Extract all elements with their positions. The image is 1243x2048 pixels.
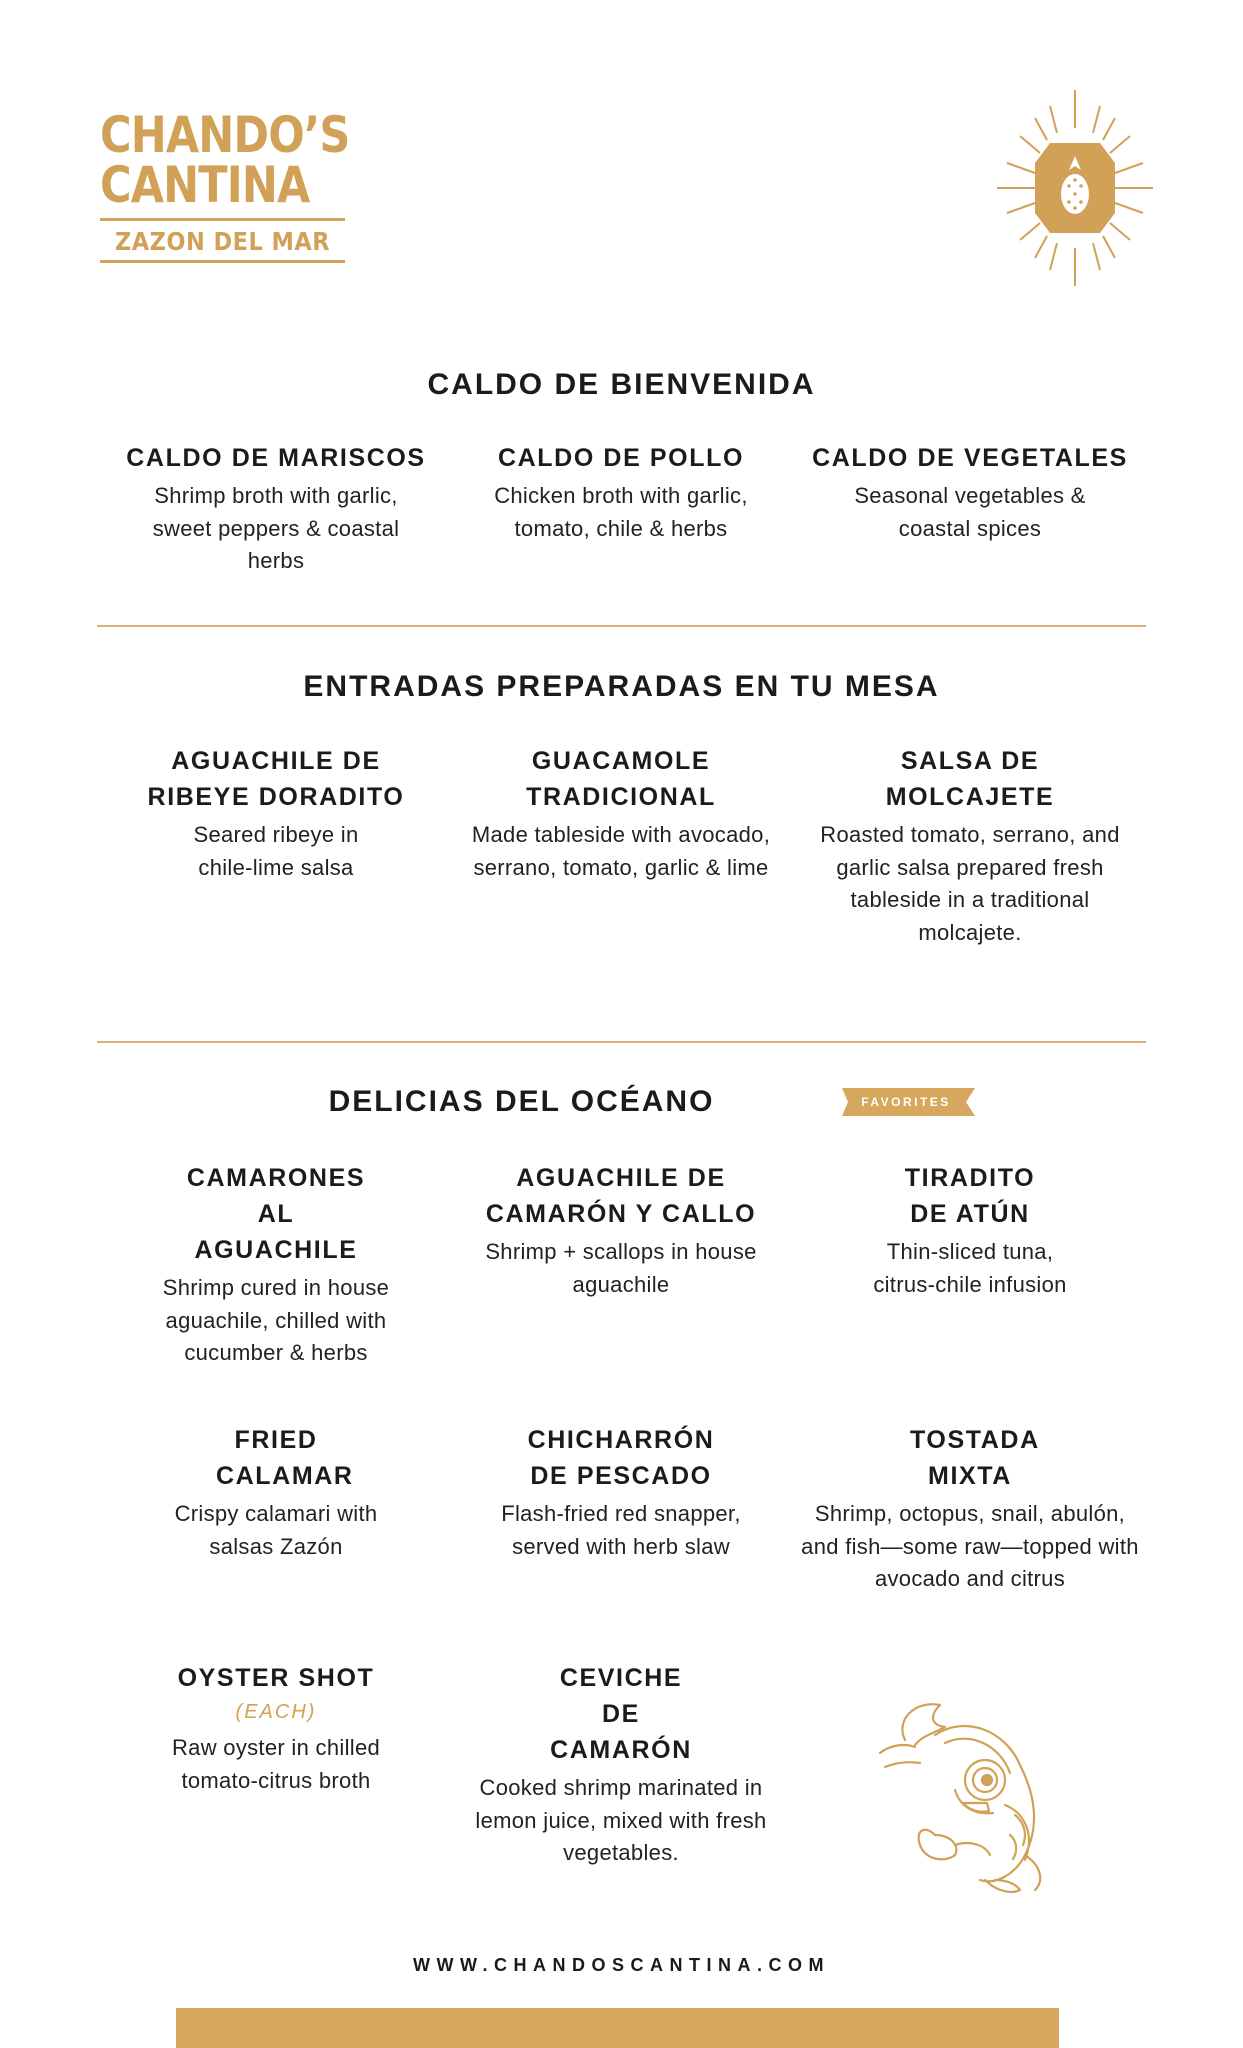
- shrimp-mascot-icon: [875, 1695, 1075, 1900]
- brand-logo: [100, 106, 350, 263]
- item-description: Made tableside with avocado, serrano, tomato, garlic & lime: [471, 822, 771, 880]
- item-name: AGUACHILE DE CAMARÓN Y CALLO: [485, 1164, 757, 1228]
- menu-item: [800, 440, 1140, 545]
- menu-item: [106, 1160, 446, 1370]
- menu-item: [800, 1422, 1140, 1596]
- footer-bar: [176, 2008, 1059, 2048]
- website-link[interactable]: WWW.CHANDOSCANTINA.COM: [413, 1955, 830, 1975]
- item-name: CHICHARRÓN DE PESCADO: [527, 1426, 715, 1490]
- menu-item: [451, 743, 791, 884]
- item-description: Shrimp cured in house aguachile, chilled with cucumber & herbs: [162, 1275, 390, 1365]
- menu-item: [451, 1422, 791, 1563]
- item-description: Raw oyster in chilled tomato-citrus broth: [171, 1735, 381, 1793]
- item-description: Cooked shrimp marinated in lemon juice, mixed with fresh vegetables.: [475, 1775, 767, 1865]
- item-name: FRIED CALAMAR: [216, 1426, 354, 1490]
- item-description: Seasonal vegetables & coastal spices: [854, 483, 1086, 541]
- item-description: Flash-fried red snapper, served with herb slaw: [501, 1501, 741, 1559]
- item-name: TIRADITO DE ATÚN: [904, 1164, 1036, 1228]
- item-name: TOSTADA MIXTA: [910, 1426, 1040, 1490]
- menu-item: [106, 743, 446, 884]
- menu-item: [800, 743, 1140, 949]
- item-description: Roasted tomato, serrano, and garlic salsa prepared fresh tableside in a traditional molcajete.: [820, 822, 1120, 945]
- menu-item: [451, 1160, 791, 1301]
- menu-item: [106, 440, 446, 578]
- item-name: OYSTER SHOT: [177, 1664, 375, 1692]
- item-description: Seared ribeye in chile-lime salsa: [193, 822, 359, 880]
- item-name: CAMARONES AL AGUACHILE: [186, 1164, 366, 1264]
- menu-item: [800, 1160, 1140, 1301]
- pineapple-sunburst-icon: [995, 88, 1155, 288]
- section-divider: [97, 1041, 1146, 1043]
- section-title-caldo: CALDO DE BIENVENIDA: [427, 368, 816, 401]
- item-name: CALDO DE MARISCOS: [126, 444, 426, 472]
- logo-line-1: CHANDO’S: [100, 106, 350, 164]
- item-name: CALDO DE VEGETALES: [812, 444, 1128, 472]
- logo-line-2: CANTINA: [100, 156, 310, 214]
- menu-item: [451, 1660, 791, 1870]
- menu-item: [106, 1422, 446, 1563]
- item-description: Crispy calamari with salsas Zazón: [174, 1501, 378, 1559]
- item-description: Shrimp + scallops in house aguachile: [485, 1239, 757, 1297]
- item-name: SALSA DE MOLCAJETE: [885, 747, 1055, 811]
- item-description: Chicken broth with garlic, tomato, chile & herbs: [494, 483, 748, 541]
- item-description: Shrimp broth with garlic, sweet peppers & coastal herbs: [152, 483, 400, 573]
- logo-subtitle: ZAZON DEL MAR: [114, 227, 331, 256]
- item-description: Thin-sliced tuna, citrus-chile infusion: [873, 1239, 1067, 1297]
- item-note: (EACH): [235, 1701, 317, 1723]
- item-name: AGUACHILE DE RIBEYE DORADITO: [147, 747, 405, 811]
- item-name: CALDO DE POLLO: [497, 444, 744, 472]
- logo-rule-bottom: [100, 260, 345, 263]
- favorites-badge-label: FAVORITES: [861, 1095, 951, 1109]
- section-divider: [97, 625, 1146, 627]
- menu-item: [106, 1660, 446, 1797]
- item-name: GUACAMOLE TRADICIONAL: [526, 747, 716, 811]
- item-description: Shrimp, octopus, snail, abulón, and fish—some raw—topped with avocado and citrus: [801, 1501, 1139, 1591]
- section-title-entradas: ENTRADAS PREPARADAS EN TU MESA: [303, 670, 940, 703]
- section-title-delicias: DELICIAS DEL OCÉANO: [328, 1085, 715, 1118]
- menu-item: [451, 440, 791, 545]
- item-name: CEVICHE DE CAMARÓN: [550, 1664, 692, 1764]
